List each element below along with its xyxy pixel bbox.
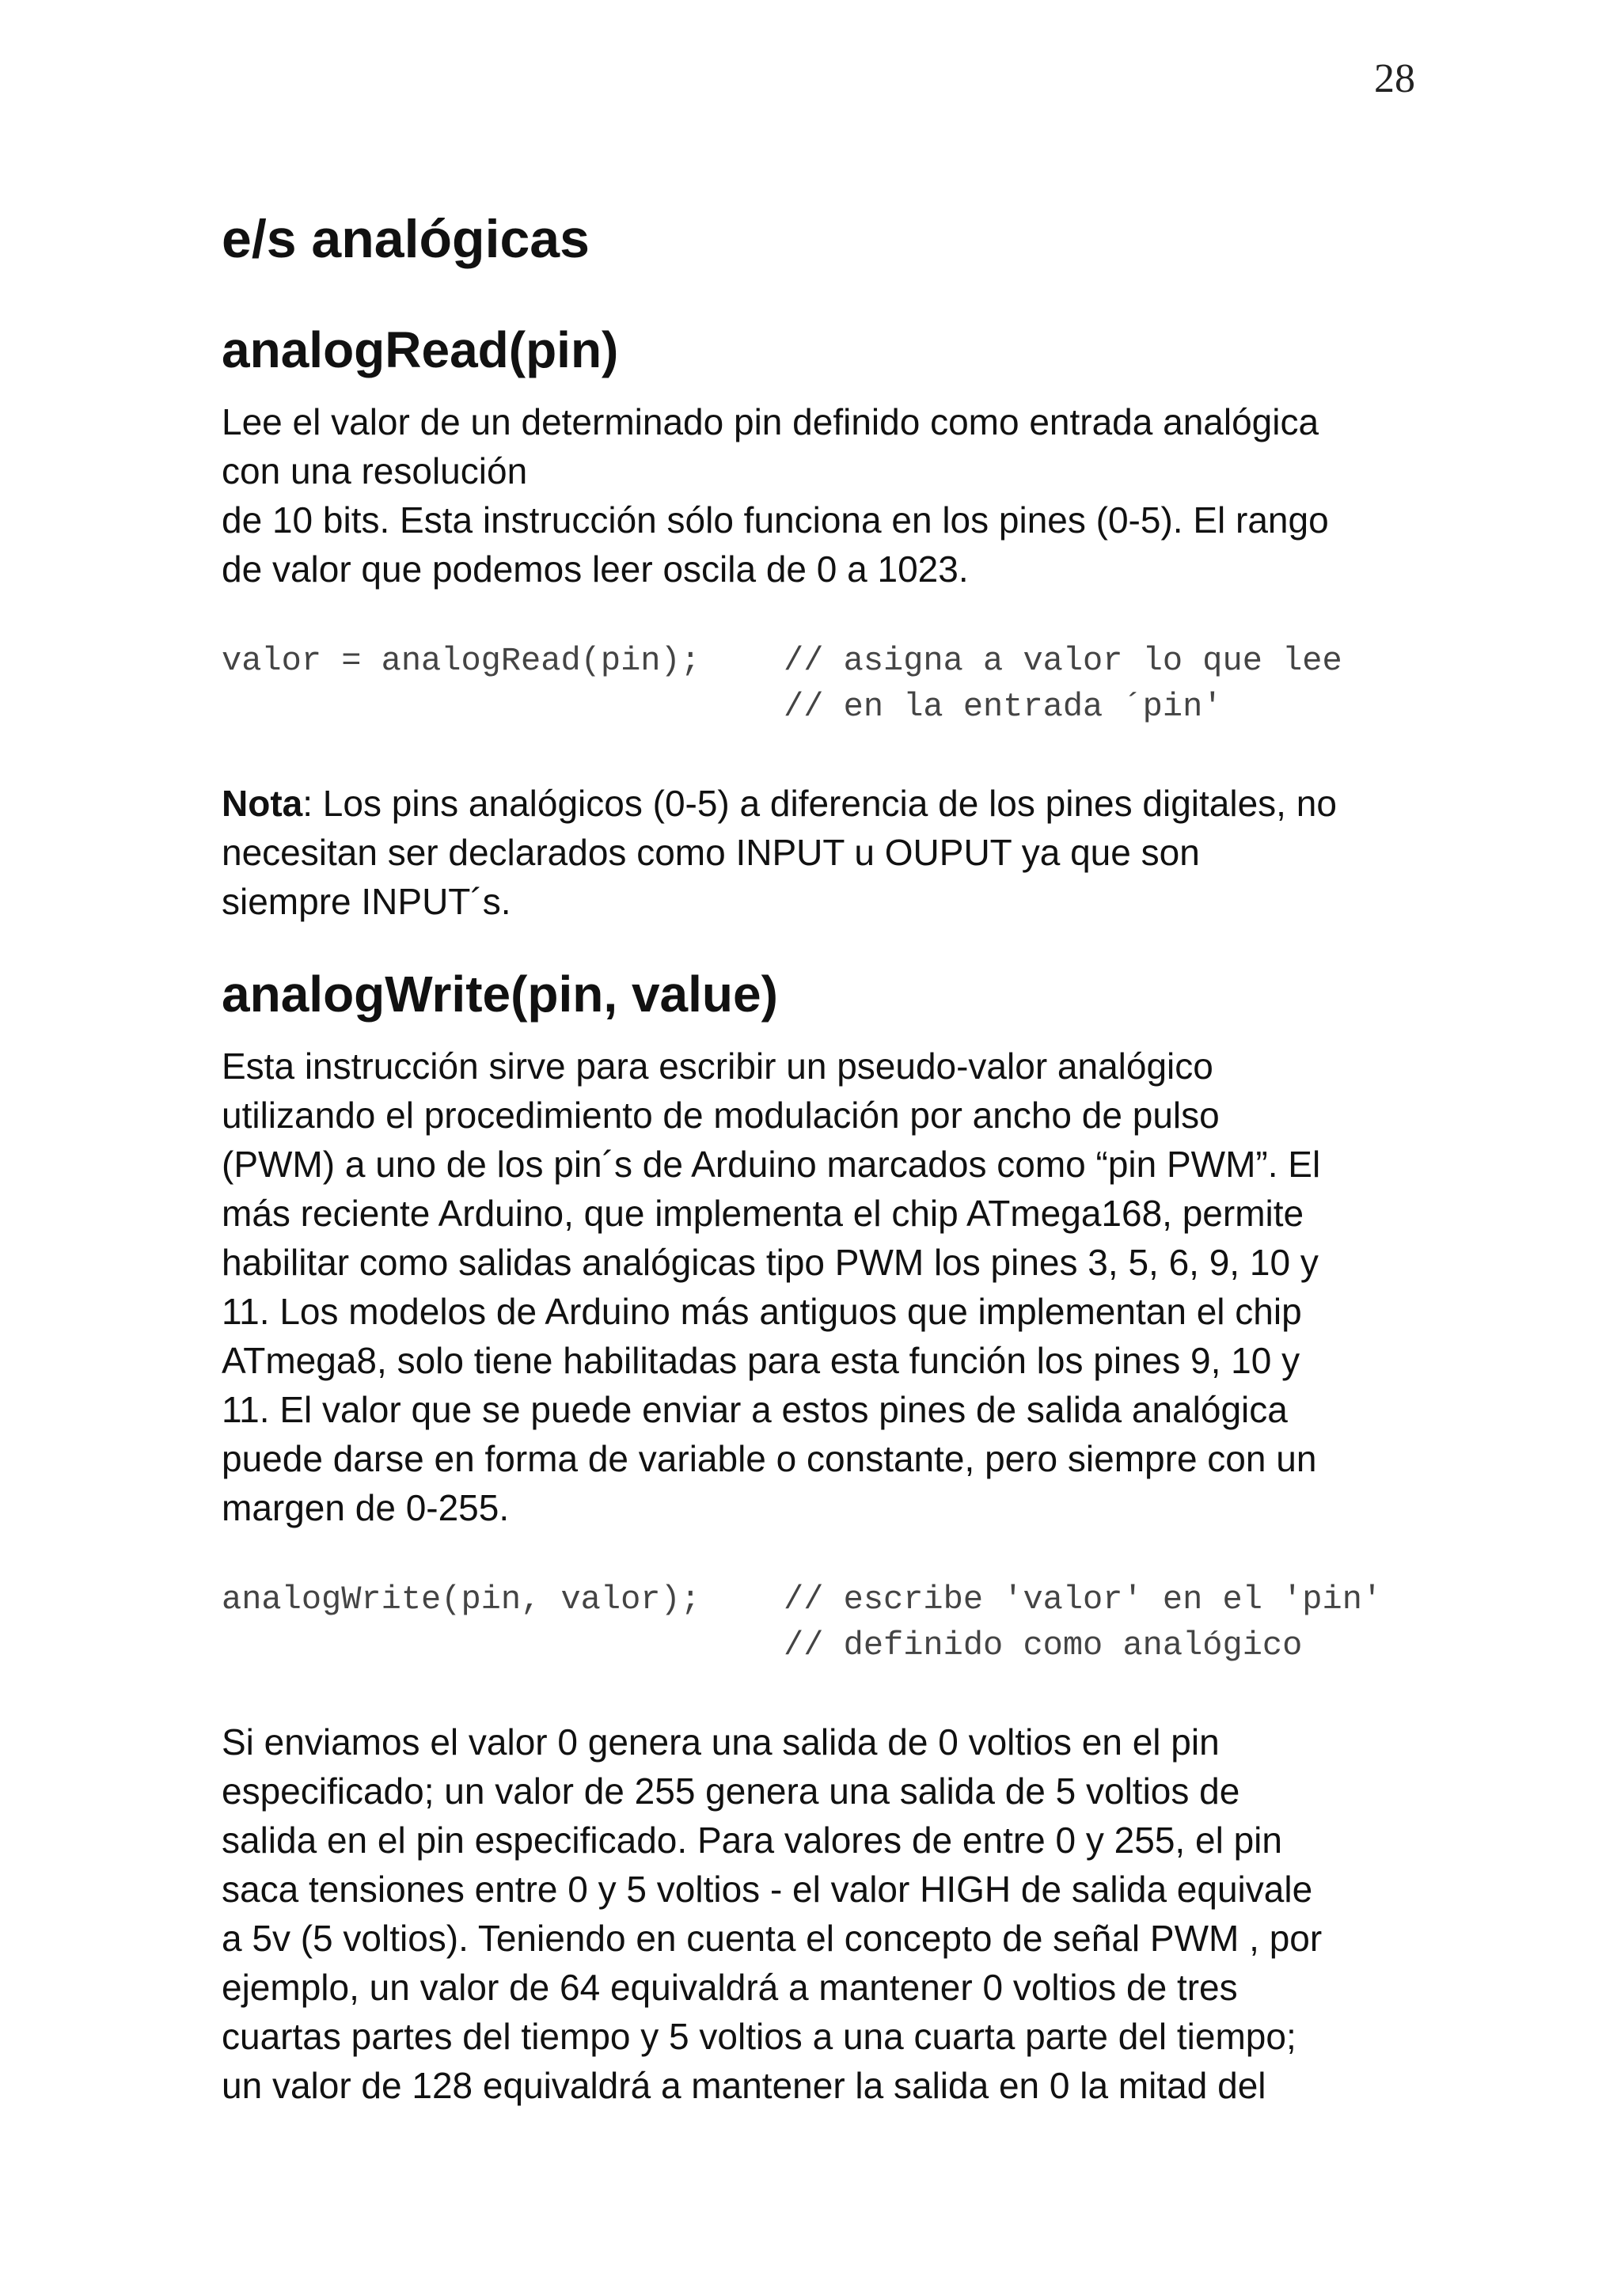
note-text: : Los pins analógicos (0-5) a diferencia de los pines digitales, no [302,783,1337,824]
analogread-heading: analogRead(pin) [222,321,619,378]
text-line: cuartas partes del tiempo y 5 voltios a una cuarta parte del tiempo; [222,2016,1296,2057]
section-title: e/s analógicas [222,209,590,269]
text-line: utilizando el procedimiento de modulación por ancho de pulso [222,1095,1220,1136]
analogread-description [222,397,1425,594]
code-statement [222,1622,784,1668]
text-line: puede darse en forma de variable o constante, pero siempre con un [222,1438,1317,1479]
text-line: 11. El valor que se puede enviar a estos pines de salida analógica [222,1389,1288,1430]
text-line: de 10 bits. Esta instrucción sólo funciona en los pines (0-5). El rango [222,499,1329,541]
text-line: a 5v (5 voltios). Teniendo en cuenta el concepto de señal PWM , por [222,1918,1323,1959]
text-line: Esta instrucción sirve para escribir un pseudo-valor analógico [222,1046,1213,1087]
code-statement [222,684,784,730]
text-line: de valor que podemos leer oscila de 0 a 1023. [222,548,969,590]
text-line: saca tensiones entre 0 y 5 voltios - el valor HIGH de salida equivale [222,1869,1313,1910]
code-line [222,638,1425,684]
text-line: margen de 0-255. [222,1487,510,1528]
text-line: (PWM) a uno de los pin´s de Arduino marcados como “pin PWM”. El [222,1144,1321,1185]
code-statement: analogWrite(pin, valor); [222,1581,700,1619]
analogread-note [222,779,1425,926]
text-line: más reciente Arduino, que implementa el chip ATmega168, permite [222,1193,1304,1234]
text-line: ejemplo, un valor de 64 equivaldrá a mantener 0 voltios de tres [222,1967,1238,2008]
code-comment: // escribe 'valor' en el 'pin' [784,1581,1383,1619]
text-line: Lee el valor de un determinado pin definido como entrada analógica [222,401,1319,442]
text-line: Si enviamos el valor 0 genera una salida de 0 voltios en el pin [222,1721,1220,1763]
code-line [222,684,1425,730]
analogwrite-description [222,1042,1425,1532]
text-line: ATmega8, solo tiene habilitadas para esta función los pines 9, 10 y [222,1340,1300,1381]
text-line: un valor de 128 equivaldrá a mantener la salida en 0 la mitad del [222,2065,1266,2106]
analogread-code-example [222,638,1425,730]
note-label: Nota [222,783,303,824]
code-line [222,1622,1425,1668]
analogwrite-code-example [222,1577,1425,1668]
text-line: necesitan ser declarados como INPUT u OUPUT ya que son [222,832,1200,873]
analogwrite-explanation [222,1717,1425,2110]
text-line: con una resolución [222,450,528,491]
code-statement: valor = analogRead(pin); [222,642,700,680]
code-comment: // en la entrada ´pin' [784,688,1223,726]
analogwrite-heading: analogWrite(pin, value) [222,966,778,1023]
text-line: 11. Los modelos de Arduino más antiguos que implementan el chip [222,1291,1302,1332]
code-line [222,1577,1425,1622]
text-line: habilitar como salidas analógicas tipo PWM los pines 3, 5, 6, 9, 10 y [222,1242,1319,1283]
text-line: salida en el pin especificado. Para valores de entre 0 y 255, el pin [222,1820,1282,1861]
text-line: siempre INPUT´s. [222,881,511,922]
page-content [222,207,1425,2110]
page-number: 28 [1374,56,1415,101]
code-comment: // definido como analógico [784,1626,1303,1664]
text-line: especificado; un valor de 255 genera una salida de 5 voltios de [222,1770,1240,1812]
code-comment: // asigna a valor lo que lee [784,642,1342,680]
note-first-line [222,779,1425,828]
